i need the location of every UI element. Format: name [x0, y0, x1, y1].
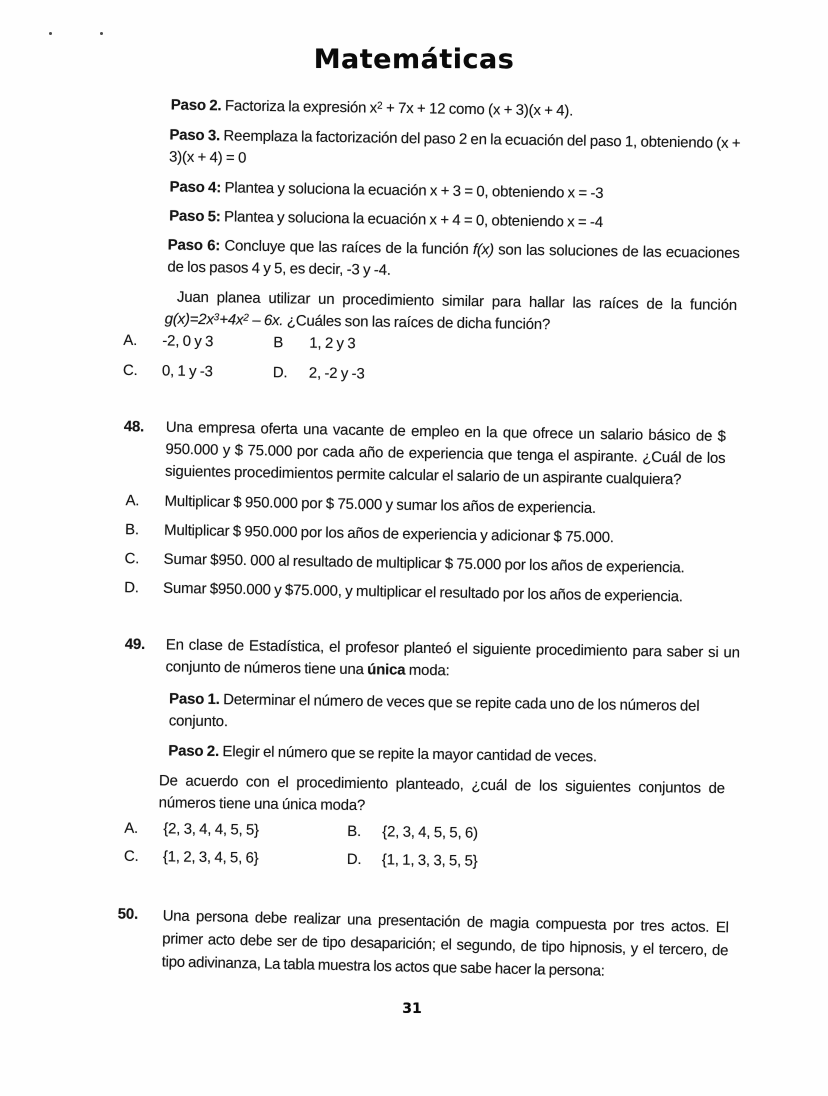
option-row — [124, 846, 624, 881]
step-5-text: Plantea y soluciona la ecuación x + 4 = 0, obteniendo x = -4 — [220, 208, 604, 231]
step-2-label: Paso 2. — [168, 742, 220, 761]
question-49 — [0, 632, 828, 870]
question-50-number: 50. — [117, 905, 139, 923]
step-2-text: Factoriza la expresión x — [221, 97, 378, 117]
page-title: Matemáticas — [313, 44, 515, 75]
option-row — [125, 490, 765, 523]
step-4-text: Plantea y soluciona la ecuación x + 3 = 0, obteniendo x = -3 — [220, 179, 604, 202]
option-text-b: Multiplicar $ 950.000 por los años de experiencia y adicionar $ 75.000. — [163, 521, 614, 547]
option-letter-c: C. — [124, 550, 140, 568]
step-6-label: Paso 6: — [167, 236, 221, 255]
question-50 — [0, 901, 828, 980]
option-text-d: Sumar $950.000 y $75.000, y multiplicar el resultado por los años de experiencia. — [162, 579, 684, 606]
option-text-b: 1, 2 y 3 — [309, 334, 356, 353]
option-letter-c: C. — [123, 847, 139, 865]
option-letter-a: A. — [124, 819, 139, 837]
option-letter-c: C. — [122, 361, 138, 380]
option-row — [125, 519, 765, 552]
step-6-text: Concluye que las raíces de la función — [219, 237, 474, 259]
juan-question-text: Juan planea utilizar un procedimiento similar para hallar las raíces de la función — [176, 288, 738, 314]
juan-options — [123, 330, 584, 397]
question-49-intro — [165, 634, 740, 686]
option-letter-d: D. — [272, 364, 288, 382]
option-text-a: -2, 0 y 3 — [162, 332, 214, 351]
question-49-intro-text: En clase de Estadística, el profesor planteó el siguiente procedimiento para saber si un conjunto de números tiene una — [165, 636, 740, 679]
step-6-text-cont: son las soluciones de las ecuaciones de los pasos 4 y 5, es decir, -3 y -4. — [167, 241, 740, 279]
option-text-a: {2, 3, 4, 4, 5, 5} — [163, 820, 260, 839]
option-letter-a: A. — [123, 331, 138, 350]
question-48-number: 48. — [123, 418, 145, 436]
step-3-label: Paso 3. — [169, 126, 221, 145]
option-text-c: Sumar $950. 000 al resultado de multiplicar $ 75.000 por los años de experiencia. — [163, 550, 685, 577]
option-row — [124, 577, 764, 610]
option-text-c: {1, 2, 3, 4, 5, 6} — [162, 848, 259, 867]
page-number: 31 — [402, 1001, 422, 1017]
option-text-d: 2, -2 y -3 — [308, 364, 365, 383]
step-5 — [169, 206, 743, 237]
question-48-text: Una empresa oferta una vacante de empleo en la que ofrece un salario básico de $ 950.000 y $ 75.000 por cada año de experiencia que tenga el aspirante. ¿Cuál de los siguientes procedimientos permite calcular el salario de un aspirante cualquiera? — [164, 418, 726, 489]
question-49-ask: De acuerdo con el procedimiento planteado, ¿cuál de los siguientes conjuntos de números tiene una única moda? — [158, 772, 726, 815]
question-49-step-2 — [168, 740, 742, 770]
question-48 — [0, 414, 828, 606]
question-49-options — [124, 818, 625, 881]
step-1-text: Determinar el número de veces que se repite cada uno de los números del conjunto. — [168, 691, 700, 731]
question-49-number: 49. — [124, 635, 146, 654]
option-letter-d: D. — [346, 850, 362, 869]
option-text-a: Multiplicar $ 950.000 por $ 75.000 y sumar los años de experiencia. — [164, 492, 597, 517]
option-row — [123, 360, 583, 397]
step-2-text-cont: + 7x + 12 como (x + 3)(x + 4). — [382, 99, 574, 120]
function-gx-end: – 6x. — [248, 311, 284, 330]
function-gx: g(x)=2x — [164, 310, 214, 329]
step-2-text: Elegir el número que se repite la mayor cantidad de veces. — [218, 743, 597, 766]
step-3 — [169, 125, 746, 178]
step-1-label: Paso 1. — [168, 690, 220, 709]
option-letter-b: B. — [124, 521, 140, 539]
option-text-d: {1, 1, 3, 3, 5, 5} — [381, 851, 478, 870]
section-intro-steps — [0, 92, 828, 383]
step-4 — [169, 177, 743, 208]
option-letter-d: D. — [123, 579, 139, 597]
option-letter-b: B — [273, 334, 284, 352]
option-row — [124, 548, 764, 581]
function-gx-mid: +4x — [219, 311, 244, 329]
scan-speck — [100, 32, 103, 35]
function-fx: f(x) — [472, 241, 494, 259]
option-text-b: {2, 3, 4, 5, 5, 6) — [382, 823, 478, 842]
step-3-text: Reemplaza la factorización del paso 2 en la ecuación del paso 1, obteniendo (x + 3)(x + 4) = 0 — [168, 127, 741, 167]
question-48-options — [124, 490, 766, 617]
question-49-step-1 — [169, 688, 726, 740]
juan-question-ask: ¿Cuáles son las raíces de dicha función? — [283, 312, 551, 334]
unica-bold: única — [367, 661, 406, 679]
option-letter-a: A. — [125, 492, 140, 510]
step-5-label: Paso 5: — [169, 207, 221, 226]
step-4-label: Paso 4: — [169, 178, 222, 197]
step-2 — [171, 95, 745, 126]
exponent: 2 — [243, 312, 249, 324]
exponent: 3 — [213, 312, 220, 324]
option-letter-b: B. — [347, 822, 362, 841]
question-50-text: Una persona debe realizar una presentación de magia compuesta por tres actos. El primer acto debe ser de tipo desaparición; el segundo, de tipo hipnosis, y el tercero, de tipo adivinanza, La tabla muestra los actos que sabe hacer la persona: — [161, 907, 729, 980]
exponent: 2 — [376, 100, 383, 112]
scan-speck — [49, 32, 52, 35]
question-49-intro-end: moda: — [405, 661, 450, 680]
step-6 — [167, 235, 740, 287]
option-text-c: 0, 1 y -3 — [161, 362, 213, 381]
step-2-label: Paso 2. — [170, 96, 222, 115]
